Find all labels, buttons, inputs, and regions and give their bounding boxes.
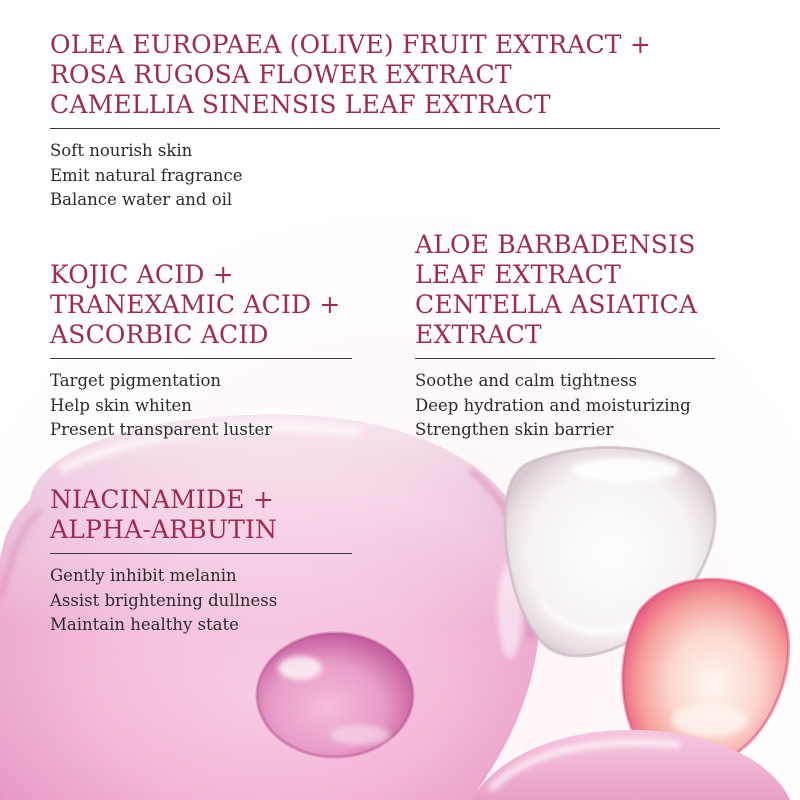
divider-line [50, 358, 352, 359]
ingredient-block-niacinamide-arbutin [50, 485, 352, 638]
heading-line: ALOE BARBADENSIS [415, 230, 696, 259]
benefit-item: Help skin whiten [50, 395, 192, 415]
benefit-item: Maintain healthy state [50, 615, 239, 634]
heading-line: ALPHA-ARBUTIN [50, 515, 278, 544]
ingredient-block-kojic-tranexamic-ascorbic [50, 260, 352, 443]
benefit-item: Strengthen skin barrier [415, 420, 614, 439]
inner-pink-droplet [257, 633, 413, 757]
benefit-item: Balance water and oil [50, 190, 233, 209]
benefit-item: Soft nourish skin [50, 141, 193, 160]
divider-line [415, 358, 715, 359]
benefit-item: Assist brightening dullness [50, 590, 278, 610]
heading-line: ASCORBIC ACID [50, 320, 269, 349]
ingredient-block-aloe-centella [415, 230, 715, 443]
benefit-list [415, 369, 715, 443]
heading-line: KOJIC ACID + [50, 260, 234, 289]
heading-line: CENTELLA ASIATICA [415, 290, 698, 319]
benefit-list [50, 564, 352, 638]
benefit-item: Present transparent luster [50, 420, 273, 439]
ingredient-heading [50, 485, 352, 545]
benefit-item: Gently inhibit melanin [50, 566, 237, 585]
benefit-item: Soothe and calm tightness [415, 371, 638, 390]
heading-line: ROSA RUGOSA FLOWER EXTRACT [50, 60, 512, 89]
benefit-item: Target pigmentation [50, 371, 222, 390]
heading-line: NIACINAMIDE + [50, 485, 274, 514]
heading-line: OLEA EUROPAEA (OLIVE) FRUIT EXTRACT + [50, 30, 651, 59]
ingredient-heading [50, 30, 720, 120]
benefit-item: Deep hydration and moisturizing [415, 395, 691, 415]
heading-line: EXTRACT [415, 320, 542, 349]
ingredient-heading [50, 260, 352, 350]
heading-line: TRANEXAMIC ACID + [50, 290, 341, 319]
ingredient-heading [415, 230, 715, 350]
benefit-list [50, 139, 720, 213]
heading-line: LEAF EXTRACT [415, 260, 622, 289]
heading-line: CAMELLIA SINENSIS LEAF EXTRACT [50, 90, 551, 119]
divider-line [50, 128, 720, 129]
benefit-list [50, 369, 352, 443]
ingredient-block-olive-rose-camellia [50, 30, 720, 213]
benefit-item: Emit natural fragrance [50, 165, 243, 185]
divider-line [50, 553, 352, 554]
